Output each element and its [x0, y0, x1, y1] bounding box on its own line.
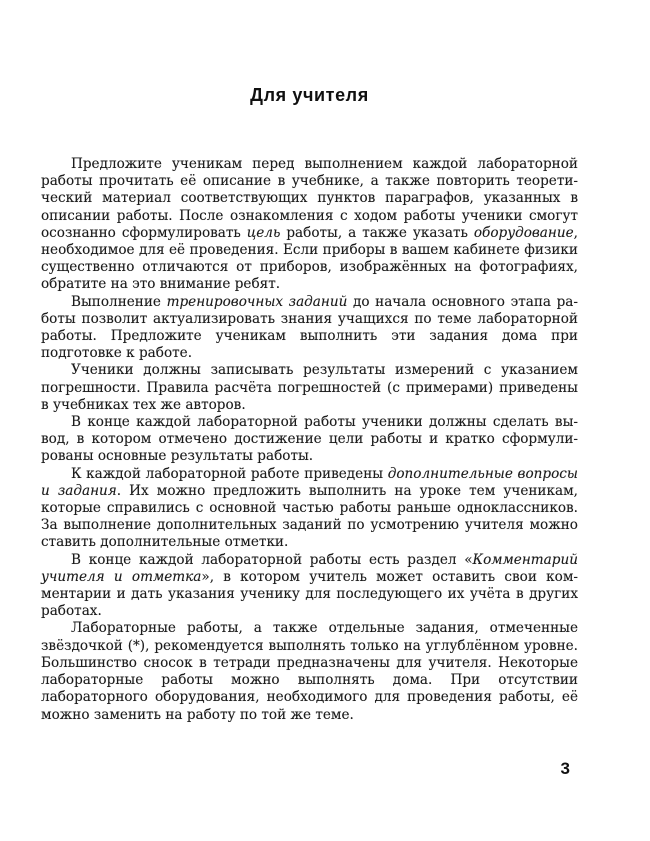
paragraph: [41, 466, 578, 552]
paragraph: [41, 552, 578, 621]
text-run: Выполнение: [71, 293, 167, 310]
italic-term: тренировочных заданий: [166, 293, 348, 310]
text-run: », в котором учитель может оставить свои комментарии и дать указания ученику для последующего их учёта в других работах.: [41, 568, 578, 620]
italic-term: цель: [246, 224, 281, 241]
text-run: К каждой лабораторной работе приведены: [71, 465, 388, 482]
text-run: . Их можно предложить выполнить на уроке тем ученикам, которые справились с основной частью работы раньше одноклассников. За выполнение дополнительных заданий по усмотрению учителя можно ставить дополнительные отметки.: [41, 482, 578, 551]
text-run: , необходимое для её проведения. Если приборы в вашем кабинете физики существенно отличаются от приборов, изображённых на фотографиях, обратите на это внимание ребят.: [41, 224, 578, 293]
italic-term: дополнительные вопросы и задания: [41, 465, 578, 499]
paragraph: [41, 362, 578, 414]
text-run: работы, а также указать: [280, 224, 474, 241]
paragraph: [41, 294, 578, 363]
paragraph: [41, 620, 578, 723]
text-run: до начала основного этапа работы позволит актуализировать знания учащихся по теме лабораторной работы. Предложите ученикам выполнить эти задания дома при подготовке к работе.: [41, 293, 579, 362]
paragraph: [41, 414, 578, 466]
text-run: В конце каждой лабораторной работы есть раздел «: [71, 551, 473, 568]
text-run: Ученики должны записывать результаты измерений с указанием погрешности. Правила расчёта погрешностей (с примерами) приведены в учебниках тех же авторов.: [41, 362, 578, 413]
paragraph: [41, 156, 578, 294]
italic-term: оборудование: [473, 224, 574, 241]
text-run: Предложите ученикам перед выполнением каждой лабораторной работы прочитать её описание в учебнике, а также повторить теоретический материал соответствующих пунктов параграфов, указанных в описании работы. После ознакомления с ходом работы ученики смогут осознанно сформулировать: [41, 156, 578, 241]
text-run: Лабораторные работы, а также отдельные задания, отмеченные звёздочкой (*), рекомендуется выполнять только на углублённом уровне. Большинство сносок в тетради предназначены для учителя. Некоторые лабораторные работы можно выполнять дома. При отсутствии лабораторного оборудования, необходимого для проведения работы, её можно заменить на работу по той же теме.: [41, 620, 578, 723]
page-title: Для учителя: [250, 85, 369, 106]
page-number: 3: [560, 759, 570, 778]
paragraph-list: [41, 156, 578, 724]
italic-term: Комментарий учителя и отметка: [41, 551, 578, 585]
text-run: В конце каждой лабораторной работы ученики должны сделать вывод, в котором отмечено достижение цели работы и кратко сформулированы основные результаты работы.: [41, 414, 578, 465]
